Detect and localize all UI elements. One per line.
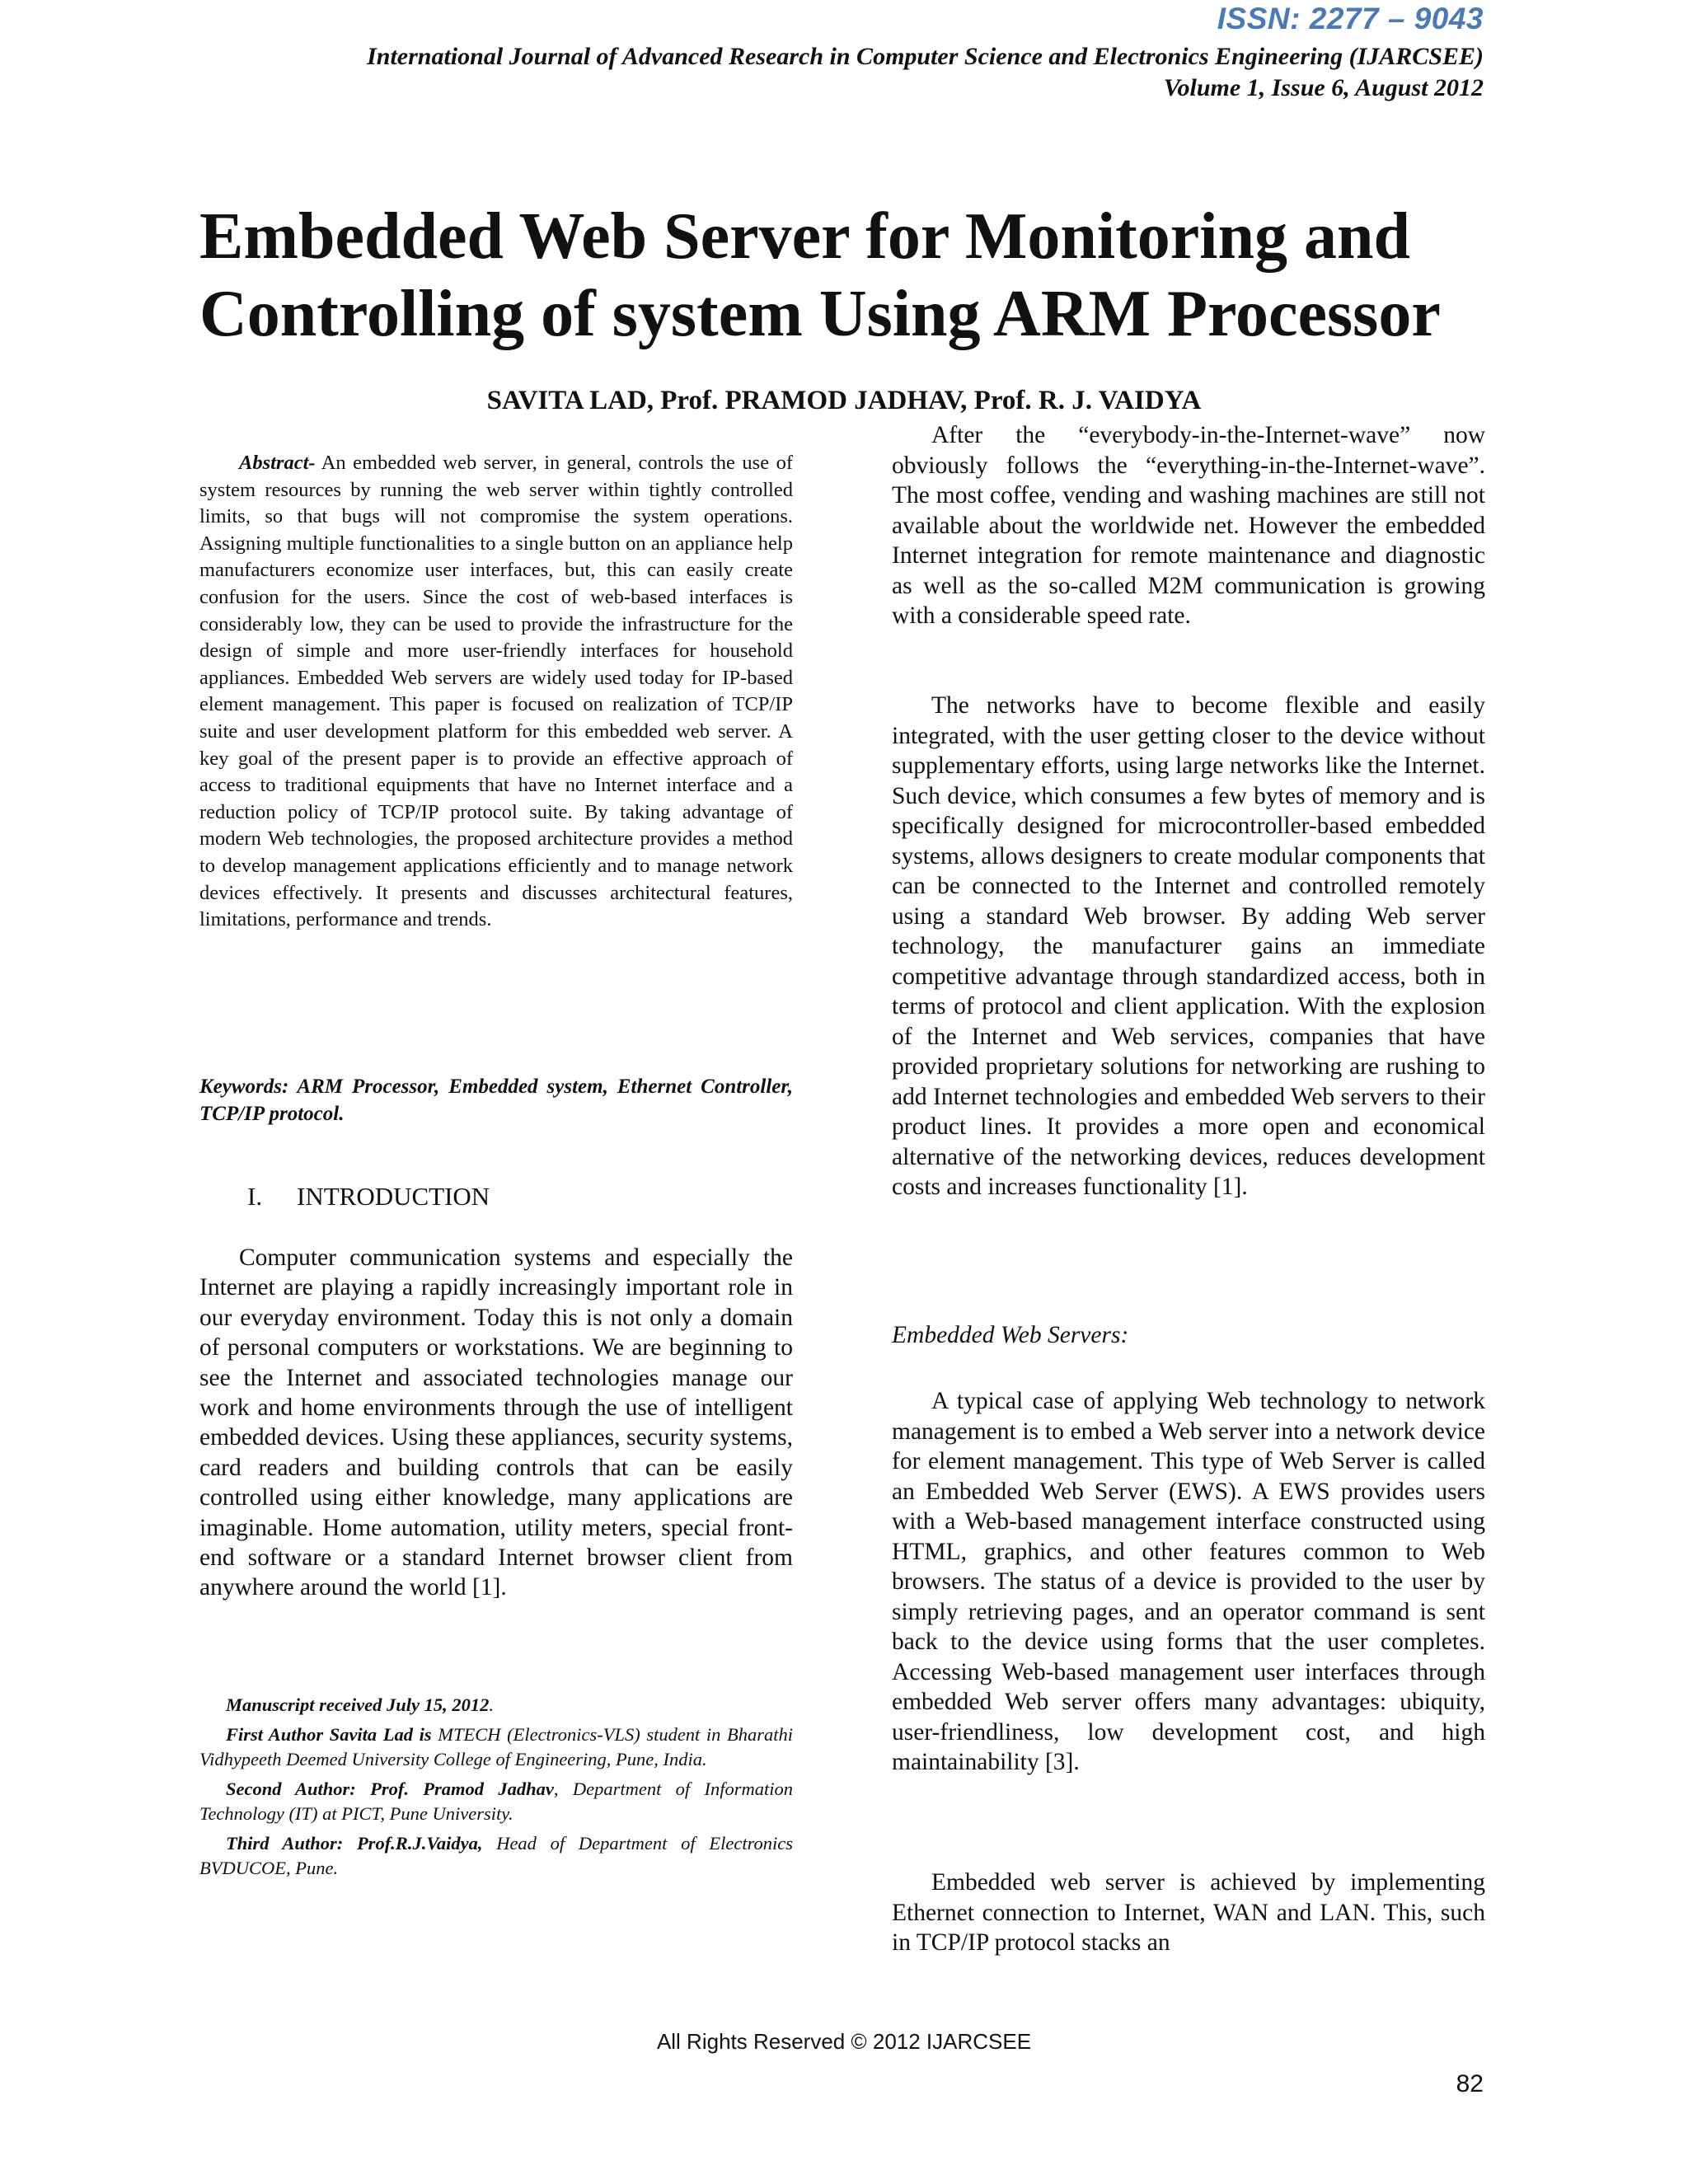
issn-label: ISSN: 2277 – 9043: [1217, 2, 1484, 35]
abstract-text: An embedded web server, in general, controls the use of system resources by running the web server within tightly controlled limits, so that bugs will not compromise the system operations. Assigning multiple functionalities to a single button on an appliance help manufacturers economize user interfaces, but, this can easily create confusion for the users. Since the cost of web-based interfaces is considerably low, they can be used to provide the infrastructure for the design of simple and more user-friendly interfaces for household appliances. Embedded Web servers are widely used today for IP-based element management. This paper is focused on realization of TCP/IP suite and user development platform for this embedded web server. A key goal of the present paper is to provide an effective approach of access to traditional equipments that have no Internet interface and a reduction policy of TCP/IP protocol suite. By taking advantage of modern Web technologies, the proposed architecture provides a method to develop management applications efficiently and to manage network devices effectively. It presents and discusses architectural features, limitations, performance and trends.: [199, 452, 793, 931]
copyright-footer: All Rights Reserved © 2012 IJARCSEE: [656, 2029, 1032, 2054]
received-label: Manuscript received July 15, 2012: [226, 1694, 490, 1715]
right-paragraph-4: [892, 1868, 1485, 1958]
third-author-text: Head of Department of Electronics BVDUCOE, Pune.: [199, 1833, 793, 1878]
section-title: INTRODUCTION: [297, 1182, 490, 1211]
paragraph-text: After the “everybody-in-the-Internet-wave” now obviously follows the “everything-in-the-Internet-wave”. The most coffee, vending and washing machines are still not available about the worldwide net. However the embedded Internet integration for remote maintenance and diagnostic as well as the so-called M2M communication is growing with a considerable speed rate.: [892, 422, 1485, 629]
first-author-text: MTECH (Electronics-VLS) student in Bharathi Vidhypeeth Deemed University College of Engineering, Pune, India.: [199, 1724, 794, 1769]
second-author-label: Second Author: Prof. Pramod Jadhav: [226, 1779, 554, 1799]
paper-title: [199, 198, 1518, 353]
abstract-label: Abstract-: [239, 452, 316, 474]
third-author-label: Third Author: Prof.R.J.Vaidya,: [226, 1833, 483, 1854]
abstract: [199, 450, 793, 934]
footnote-received: Manuscript received July 15, 2012.: [226, 1694, 494, 1715]
intro-paragraph: Computer communication systems and especially the Internet are playing a rapidly increasingly important role in our everyday environment. Today this is not only a domain of personal computers or workstations. We are beginning to see the Internet and associated technologies manage our work and home environments through the use of intelligent embedded devices. Using these appliances, security systems, card readers and building controls that can be easily controlled using either knowledge, many applications are imaginable. Home automation, utility meters, special front-end software or a standard Internet browser client from anywhere around the world [1].: [199, 1244, 793, 1601]
journal-header: [367, 41, 1484, 104]
page-number: 82: [1456, 2070, 1484, 2097]
right-paragraph-3: [892, 1386, 1485, 1778]
right-paragraph-2: [892, 691, 1485, 1202]
paragraph-text: Embedded web server is achieved by implementing Ethernet connection to Internet, WAN and LAN. This, such in TCP/IP protocol stacks an: [892, 1869, 1485, 1956]
footnote-third-author: [199, 1831, 793, 1881]
footnotes: [199, 1693, 793, 1886]
section-number: I.: [247, 1182, 263, 1211]
subheading-text: Embedded Web Servers:: [892, 1322, 1129, 1348]
subheading-embedded-web-servers: [892, 1320, 1485, 1351]
journal-name: International Journal of Advanced Research in Computer Science and Electronics Engineering (IJARCSEE): [367, 43, 1484, 70]
paragraph-text: A typical case of applying Web technology to network management is to embed a Web server into a network device for element management. This type of Web Server is called an Embedded Web Server (EWS). A EWS provides users with a Web-based management interface constructed using HTML, graphics, and other features common to Web browsers. The status of a device is provided to the user by simply retrieving pages, and an operator command is sent back to the device using forms that the user completes. Accessing Web-based management user interfaces through embedded Web server offers many advantages: ubiquity, user-friendliness, low development cost, and high maintainability [3].: [892, 1388, 1485, 1775]
title-line-2: Controlling of system Using ARM Processor: [199, 278, 1441, 350]
introduction-body: [199, 1243, 793, 1603]
footnote-first-author: [199, 1722, 793, 1772]
right-paragraph-1: [892, 420, 1485, 631]
second-author-text: , Department of Information Technology (IT) at PICT, Pune University.: [199, 1779, 793, 1824]
journal-volume: Volume 1, Issue 6, August 2012: [1163, 74, 1484, 101]
footnote-second-author: [199, 1777, 793, 1826]
section-heading-introduction: [247, 1182, 490, 1212]
first-author-label: First Author Savita Lad is: [226, 1724, 432, 1745]
paragraph-text: The networks have to become flexible and easily integrated, with the user getting closer to the device without supplementary efforts, using large networks like the Internet. Such device, which consumes a few bytes of memory and is specifically designed for microcontroller-based embedded systems, allows designers to create modular components that can be connected to the Internet and controlled remotely using a standard Web browser. By adding Web server technology, the manufacturer gains an immediate competitive advantage through standardized access, both in terms of protocol and client application. With the explosion of the Internet and Web services, companies that have provided proprietary solutions for networking are rushing to add Internet technologies and embedded Web servers to their product lines. It provides a more open and economical alternative of the networking devices, reduces development costs and increases functionality [1].: [892, 692, 1485, 1200]
keywords: Keywords: ARM Processor, Embedded system, Ethernet Controller, TCP/IP protocol.: [199, 1076, 793, 1125]
author-list: SAVITA LAD, Prof. PRAMOD JADHAV, Prof. R. J. VAIDYA: [486, 386, 1202, 415]
title-line-1: Embedded Web Server for Monitoring and: [199, 200, 1410, 273]
